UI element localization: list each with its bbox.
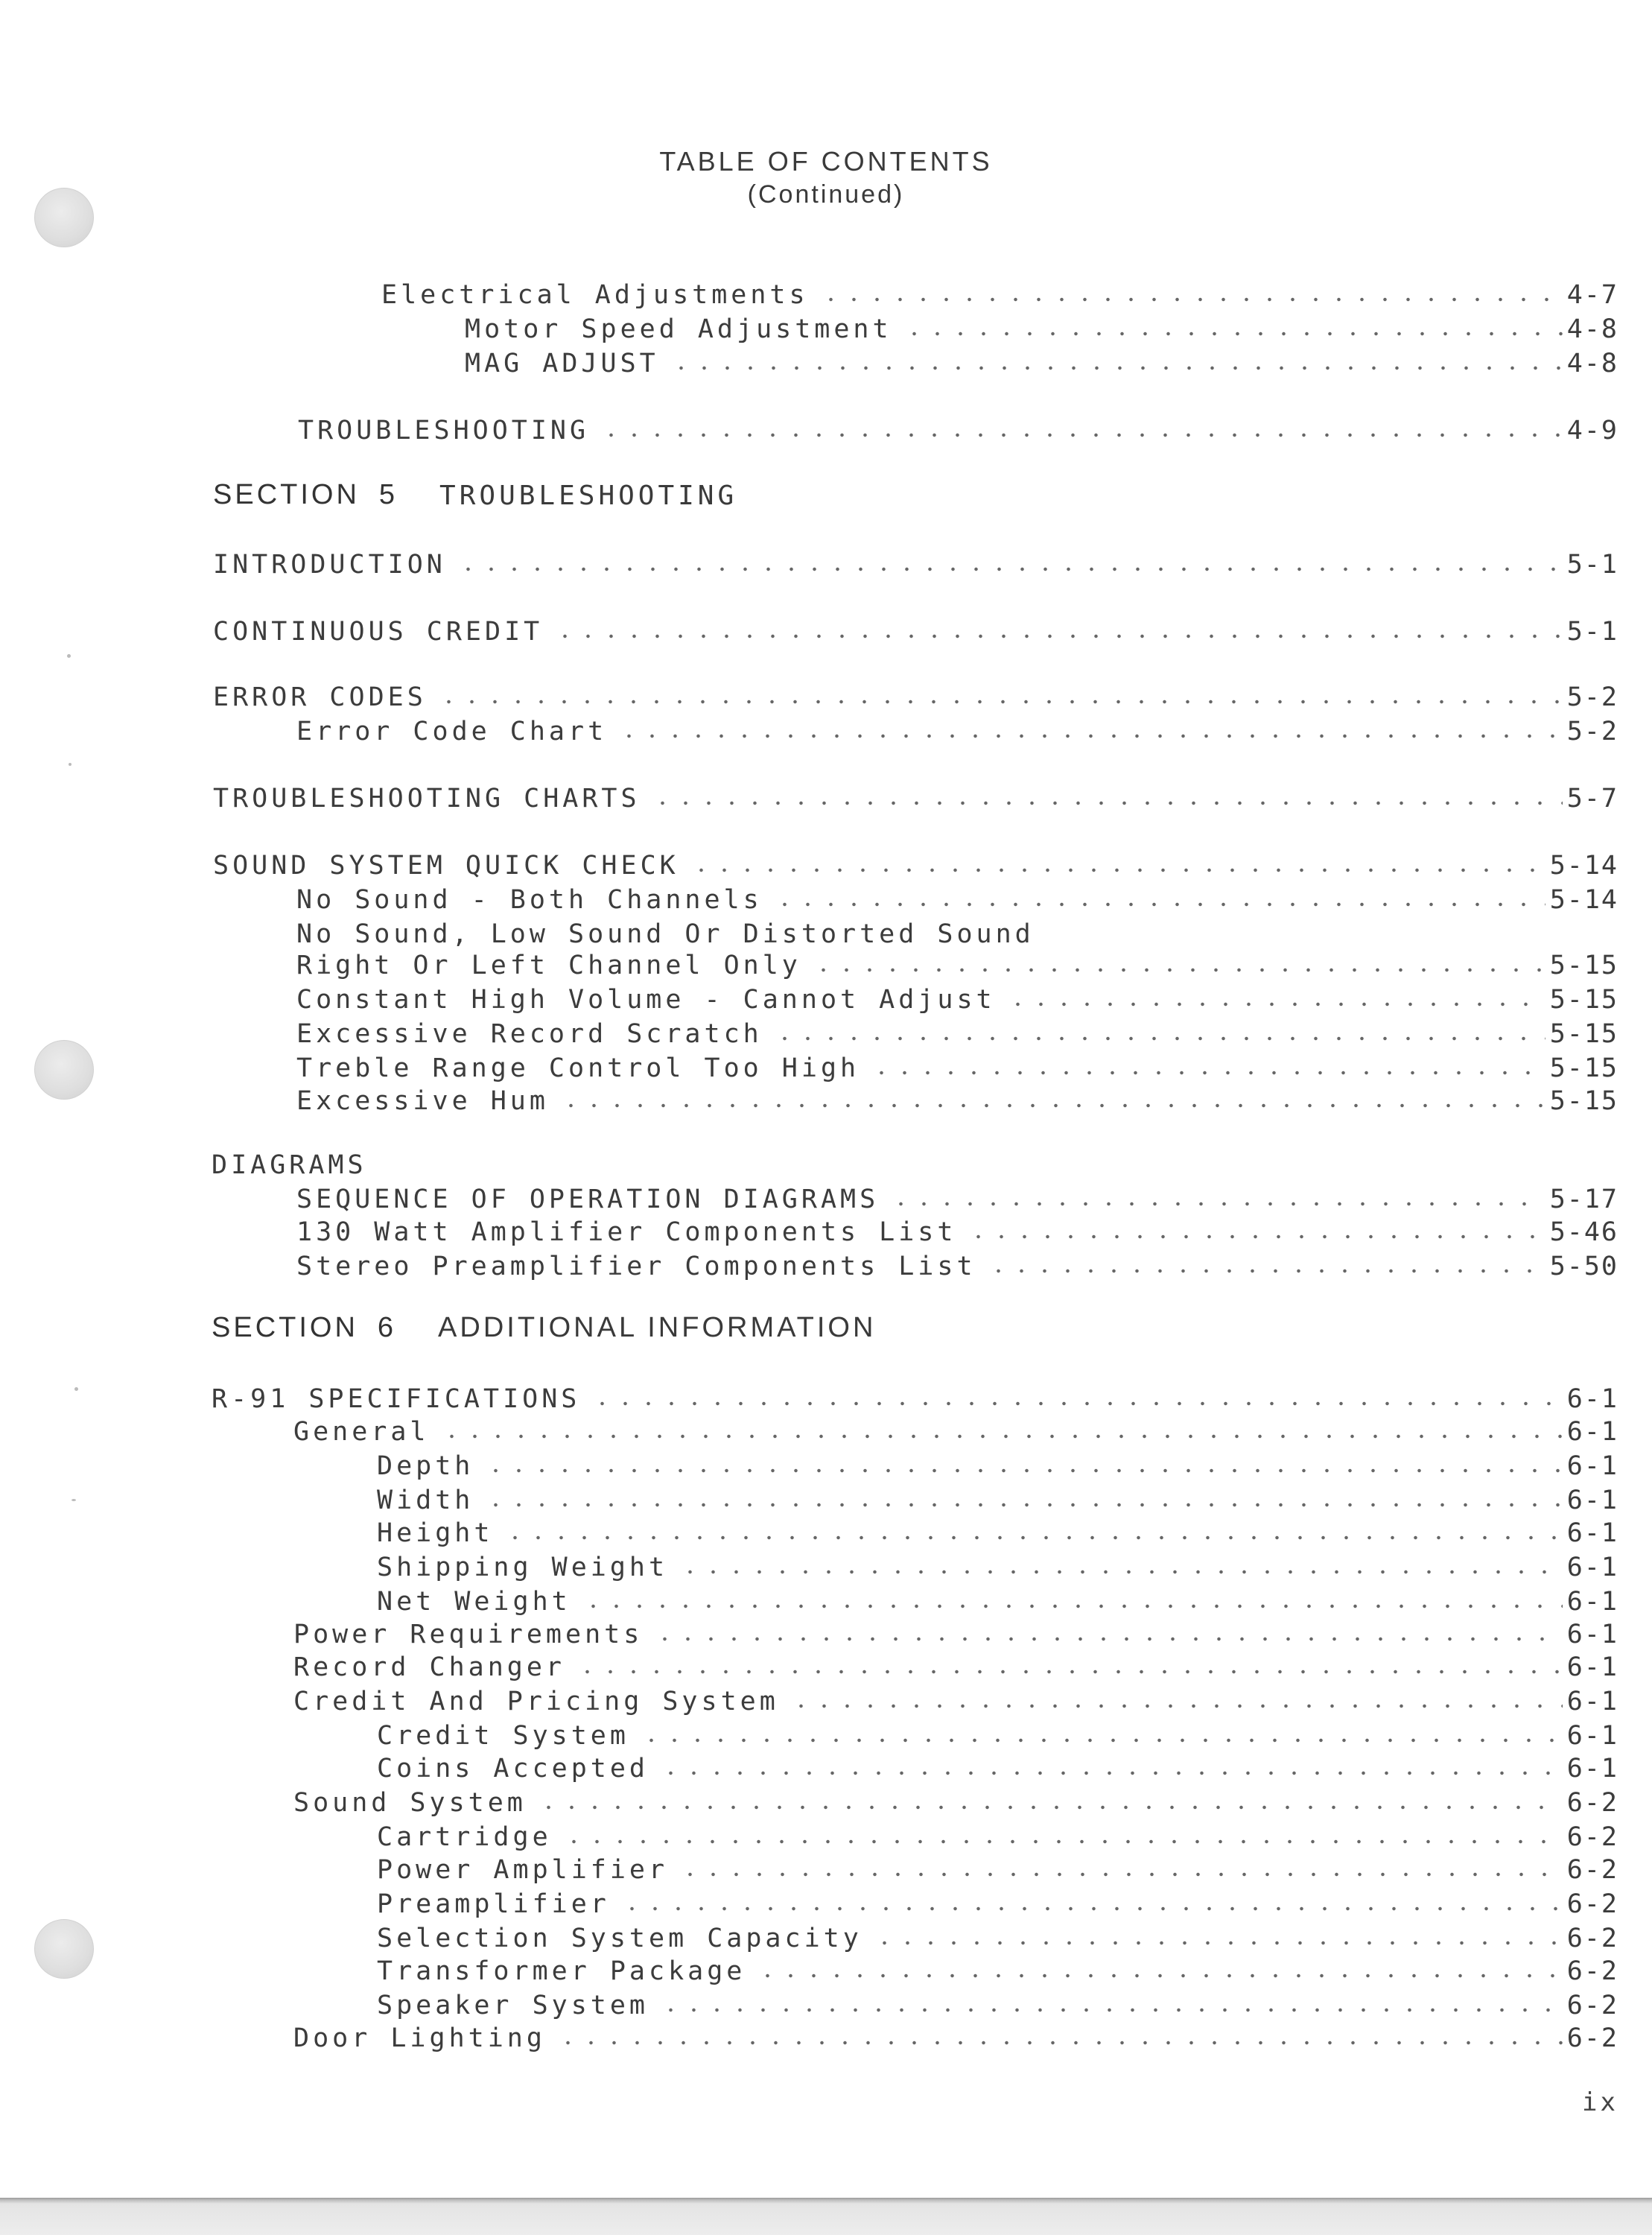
dot-leader — [1006, 1001, 1545, 1008]
toc-entry[interactable] — [213, 614, 1618, 647]
toc-entry-label: General — [293, 1417, 430, 1447]
toc-entry-page: 5-15 — [1549, 1086, 1618, 1116]
toc-entry[interactable] — [212, 1381, 1618, 1414]
dot-leader — [773, 901, 1545, 908]
dot-leader — [659, 2006, 1563, 2014]
toc-entry-label: Stereo Preamplifier Components List — [296, 1252, 976, 1281]
toc-entry[interactable] — [377, 1751, 1618, 1784]
toc-entry[interactable] — [293, 1684, 1618, 1716]
toc-entry-page: 6-1 — [1566, 1587, 1618, 1617]
toc-entry[interactable] — [213, 848, 1618, 881]
toc-entry-label: ERROR CODES — [213, 682, 427, 712]
toc-entry[interactable] — [377, 1584, 1618, 1617]
dot-leader — [437, 698, 1563, 706]
dot-leader — [620, 1905, 1563, 1912]
section-number: 5 — [378, 479, 398, 510]
dot-leader — [651, 799, 1563, 807]
dot-leader — [484, 1467, 1562, 1474]
scan-speck — [67, 654, 71, 658]
toc-entry-label: Credit System — [377, 1721, 629, 1751]
toc-entry-label: Constant High Volume - Cannot Adjust — [296, 985, 996, 1015]
toc-entry-label: TROUBLESHOOTING — [298, 416, 590, 446]
toc-entry-page: 6-1 — [1566, 1518, 1618, 1548]
toc-entry-label: CONTINUOUS CREDIT — [213, 617, 544, 647]
dot-leader — [870, 1069, 1545, 1077]
toc-entry-page: 6-2 — [1566, 1855, 1618, 1885]
toc-entry-page: 6-2 — [1566, 1822, 1618, 1852]
dot-leader — [576, 1668, 1563, 1676]
toc-entry-label: Record Changer — [293, 1652, 566, 1682]
toc-entry-label: Error Code Chart — [296, 717, 608, 746]
punch-hole-bottom — [34, 1919, 94, 1979]
dot-leader — [457, 565, 1563, 573]
toc-entry[interactable] — [377, 1852, 1618, 1885]
section-heading[interactable] — [212, 1311, 876, 1344]
toc-entry-page: 5-1 — [1566, 550, 1618, 580]
dot-leader — [679, 1568, 1563, 1576]
toc-entry[interactable] — [293, 1617, 1618, 1649]
toc-entry[interactable] — [293, 1785, 1618, 1818]
toc-entry-label: MAG ADJUST — [465, 349, 659, 378]
toc-entry-label: Selection System Capacity — [377, 1924, 862, 1953]
toc-entry[interactable] — [293, 1414, 1618, 1447]
toc-entry-label: Treble Range Control Too High — [296, 1053, 860, 1083]
page-title: TABLE OF CONTENTS — [659, 146, 993, 177]
toc-entry-label: SEQUENCE OF OPERATION DIAGRAMS — [296, 1185, 880, 1214]
toc-entry-page: 6-1 — [1566, 1384, 1618, 1414]
toc-entry-label: Preamplifier — [377, 1889, 610, 1919]
dot-leader — [690, 866, 1545, 874]
dot-leader — [967, 1233, 1545, 1240]
toc-entry-page: 5-15 — [1549, 1053, 1618, 1083]
dot-leader — [653, 1635, 1562, 1643]
dot-leader — [537, 1804, 1563, 1811]
scan-speck — [72, 1499, 76, 1501]
toc-entry-page: 5-2 — [1566, 682, 1618, 712]
toc-entry-page: 6-2 — [1566, 1924, 1618, 1953]
dot-leader — [659, 1769, 1563, 1777]
toc-entry-page: 6-1 — [1566, 1652, 1618, 1682]
toc-entry[interactable] — [298, 413, 1618, 446]
toc-entry[interactable] — [296, 1249, 1618, 1281]
toc-entry-label: 130 Watt Amplifier Components List — [296, 1217, 957, 1247]
toc-entry-page: 5-17 — [1549, 1185, 1618, 1214]
toc-entry-label: Speaker System — [377, 1991, 649, 2020]
toc-entry[interactable] — [296, 1050, 1618, 1083]
dot-leader — [819, 296, 1563, 303]
page-number: ix — [1582, 2087, 1618, 2117]
toc-entry[interactable] — [296, 982, 1618, 1015]
toc-entry-label: Power Amplifier — [377, 1855, 669, 1885]
toc-entry[interactable] — [377, 1988, 1618, 2020]
toc-entry-label: Cartridge — [377, 1822, 552, 1852]
toc-entry-page: 4-9 — [1566, 416, 1618, 446]
scan-speck — [69, 763, 72, 766]
dot-leader — [670, 364, 1563, 372]
toc-entry-page: 4-8 — [1566, 349, 1618, 378]
toc-entry[interactable] — [381, 277, 1618, 310]
toc-entry-page: 5-7 — [1566, 784, 1618, 814]
toc-entry-label: SOUND SYSTEM QUICK CHECK — [213, 851, 679, 881]
dot-leader — [773, 1035, 1545, 1042]
toc-entry-label: No Sound - Both Channels — [296, 885, 763, 915]
toc-entry-label: Excessive Record Scratch — [296, 1019, 763, 1049]
toc-entry-page: 5-50 — [1549, 1252, 1618, 1281]
toc-entry[interactable] — [293, 2020, 1618, 2053]
toc-entry[interactable] — [377, 1515, 1618, 1548]
dot-leader — [503, 1534, 1562, 1541]
toc-entry[interactable] — [213, 547, 1618, 580]
toc-entry-label: DIAGRAMS — [212, 1150, 367, 1180]
dot-leader — [679, 1871, 1563, 1878]
toc-entry-page: 6-2 — [1566, 1889, 1618, 1919]
toc-entry[interactable] — [296, 882, 1618, 915]
toc-entry-label: Depth — [377, 1451, 474, 1481]
toc-entry-page: 5-14 — [1549, 851, 1618, 881]
toc-entry-page: 5-15 — [1549, 985, 1618, 1015]
toc-entry-label: Width — [377, 1486, 474, 1515]
section-title: TROUBLESHOOTING — [439, 481, 738, 511]
toc-entry[interactable] — [377, 1550, 1618, 1582]
toc-entry-page: 5-14 — [1549, 885, 1618, 915]
toc-entry-label: Sound System — [293, 1788, 527, 1818]
toc-entry-label: Coins Accepted — [377, 1754, 649, 1784]
dot-leader — [873, 1939, 1563, 1947]
toc-entry-page: 4-7 — [1566, 280, 1618, 310]
toc-header — [0, 146, 1652, 209]
section-word: SECTION — [213, 479, 360, 510]
section-heading[interactable] — [213, 478, 737, 511]
dot-leader — [582, 1602, 1563, 1610]
toc-entry[interactable] — [377, 1483, 1618, 1515]
toc-entry-label: Transformer Package — [377, 1956, 746, 1986]
toc-entry[interactable] — [213, 781, 1618, 814]
toc-entry-page: 5-15 — [1549, 1019, 1618, 1049]
toc-entry-page: 5-15 — [1549, 951, 1618, 980]
toc-entry[interactable] — [377, 1886, 1618, 1919]
dot-leader — [889, 1200, 1545, 1208]
toc-entry[interactable] — [377, 1819, 1618, 1852]
toc-entry[interactable] — [377, 1921, 1618, 1953]
dot-leader — [591, 1400, 1562, 1407]
dot-leader — [559, 1102, 1545, 1109]
toc-entry-label: Shipping Weight — [377, 1553, 669, 1582]
toc-entry-page: 6-1 — [1566, 1417, 1618, 1447]
punch-hole-middle — [34, 1040, 94, 1100]
dot-leader — [617, 732, 1563, 740]
toc-entry-label: Excessive Hum — [296, 1086, 549, 1116]
dot-leader — [790, 1702, 1563, 1710]
toc-entry-continued[interactable] — [296, 916, 1035, 949]
toc-entry-page: 6-2 — [1566, 1788, 1618, 1818]
toc-entry[interactable] — [465, 311, 1618, 344]
toc-entry[interactable] — [377, 1718, 1618, 1751]
toc-entry-label: Door Lighting — [293, 2023, 546, 2053]
scanner-edge — [0, 2198, 1652, 2235]
dot-leader — [556, 2039, 1563, 2047]
toc-entry-label: Net Weight — [377, 1587, 571, 1617]
toc-entry[interactable] — [296, 1214, 1618, 1247]
toc-entry-page: 5-2 — [1566, 717, 1618, 746]
section-number: 6 — [377, 1312, 397, 1343]
toc-entry-page: 6-1 — [1566, 1721, 1618, 1751]
dot-leader — [640, 1737, 1563, 1744]
toc-entry[interactable] — [296, 714, 1618, 746]
toc-entry-page: 6-1 — [1566, 1451, 1618, 1481]
toc-entry-page: 6-1 — [1566, 1687, 1618, 1716]
toc-entry[interactable] — [465, 346, 1618, 378]
toc-entry-page: 5-46 — [1549, 1217, 1618, 1247]
toc-entry[interactable] — [296, 1182, 1618, 1214]
toc-entry[interactable] — [377, 1953, 1618, 1986]
dot-leader — [756, 1972, 1562, 1979]
toc-entry-label: INTRODUCTION — [213, 550, 446, 580]
dot-leader — [484, 1501, 1562, 1509]
toc-entry-page: 6-1 — [1566, 1620, 1618, 1649]
dot-leader — [903, 330, 1563, 337]
toc-entry-label: R-91 SPECIFICATIONS — [212, 1384, 581, 1414]
toc-entry-label: Motor Speed Adjustment — [465, 314, 892, 344]
toc-entry[interactable] — [296, 1083, 1618, 1116]
toc-entry-page: 6-2 — [1566, 2023, 1618, 2053]
toc-entry-label: Power Requirements — [293, 1620, 644, 1649]
dot-leader — [562, 1838, 1563, 1845]
scan-speck — [74, 1387, 78, 1391]
toc-entry[interactable] — [213, 679, 1618, 712]
toc-entry-label: Height — [377, 1518, 494, 1548]
toc-entry-page: 6-2 — [1566, 1991, 1618, 2020]
toc-entry-page: 6-1 — [1566, 1754, 1618, 1784]
toc-entry-page: 4-8 — [1566, 314, 1618, 344]
toc-entry-page: 6-2 — [1566, 1956, 1618, 1986]
toc-entry-label: TROUBLESHOOTING CHARTS — [213, 784, 641, 814]
toc-entry[interactable] — [296, 948, 1618, 980]
toc-entry-page: 5-1 — [1566, 617, 1618, 647]
dot-leader — [440, 1433, 1563, 1440]
toc-entry-label: Right Or Left Channel Only — [296, 951, 801, 980]
section-word: SECTION — [212, 1312, 358, 1343]
toc-entry[interactable] — [293, 1649, 1618, 1682]
toc-group-heading[interactable] — [212, 1147, 367, 1180]
dot-leader — [553, 633, 1563, 640]
page-subtitle: (Continued) — [747, 180, 905, 209]
toc-entry-label: Credit And Pricing System — [293, 1687, 779, 1716]
toc-entry-label: Electrical Adjustments — [381, 280, 809, 310]
dot-leader — [600, 431, 1563, 439]
toc-entry-page: 6-1 — [1566, 1553, 1618, 1582]
dot-leader — [987, 1267, 1545, 1275]
section-title: ADDITIONAL INFORMATION — [438, 1312, 877, 1343]
toc-entry[interactable] — [377, 1448, 1618, 1481]
toc-entry-label: No Sound, Low Sound Or Distorted Sound — [296, 919, 1035, 949]
toc-entry-page: 6-1 — [1566, 1486, 1618, 1515]
dot-leader — [812, 966, 1545, 974]
toc-entry[interactable] — [296, 1016, 1618, 1049]
